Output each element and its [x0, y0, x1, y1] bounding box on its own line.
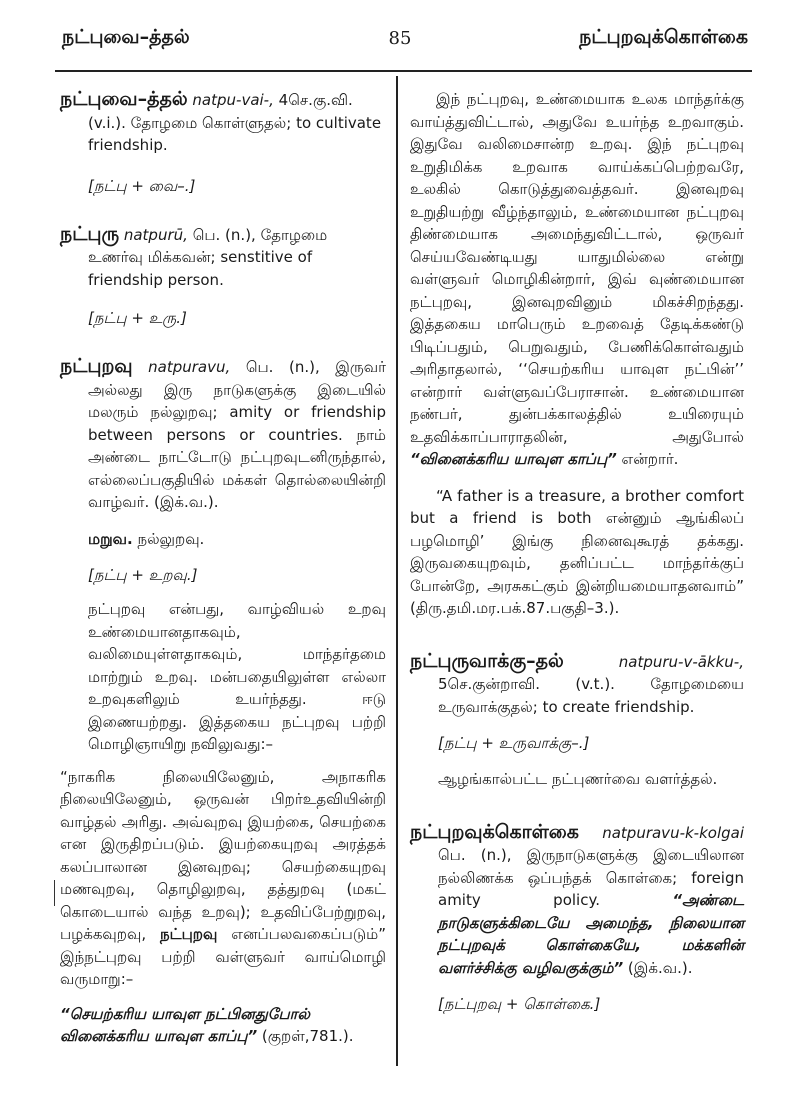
- entry-natpuravukkolgai: [410, 821, 744, 1016]
- entry-natpuruvakku: [410, 650, 744, 791]
- derivation: [நட்பு + உருவாக்கு–.]: [438, 734, 590, 752]
- derivation: [நட்பு + உறவு.]: [88, 566, 198, 584]
- definition: தோழமை கொள்ளுதல்; to cultivate friendship.: [88, 113, 382, 154]
- synonym: நல்லுறவு.: [137, 529, 205, 548]
- continuation-end: என்றார்.: [621, 450, 679, 468]
- quote-reference: (இக்.வ.).: [627, 958, 693, 977]
- continuation-body: இந் நட்புறவு, உண்மையாக உலக மாந்தர்க்கு வாய்த்துவிட்டால், அதுவே உயர்ந்த உறவாகும். இதுவே வலிமைசான்ற உறவு. இந் நட்புறவு உறுதிமிக்க உறவாக வாய்க்கப்பெற்றவரே, உலகில் கொடுத்துவைத்தவர். இனவுறவு உறுதியற்று வீழ்ந்தாலும், உண்மையான நட்புறவு திண்மையாக அமைந்துவிட்டால், ஒருவர் செய்யவேண்டியது யாதுமில்லை என்று வள்ளுவர் மொழிகின்றார், இவ் வுண்மையான நட்புறவு, இனவுறவினும் மிகச்சிறந்தது. இத்தகைய மாபெரும் உறவைத் தேடிக்கண்டு பிடிப்பதும், பெறுவதும், பேணிக்கொள்வதும் அரிதாதலால், ‘‘செயற்கரிய யாவுள நட்பின்’’ என்றார் வள்ளுவப்பேராசான். உண்மையான நண்பர், துன்பக்காலத்தில் உயிரையும் உதவிக்காப்பாராதலின், அதுபோல்: [410, 90, 744, 446]
- derivation: [நட்புறவு + கொள்கை.]: [438, 995, 601, 1013]
- headword: நட்புவை–த்தல்: [60, 88, 188, 110]
- headword: நட்புறவுக்கொள்கை: [410, 820, 579, 843]
- entry-natpuru: [60, 223, 386, 330]
- continuation-quote: “வினைக்கரிய யாவுள காப்பு”: [410, 450, 617, 468]
- definition: தோழமையை உருவாக்குதல்; to create friendship.: [438, 675, 744, 716]
- commentary: நட்புறவு என்பது, வாழ்வியல் உறவு உண்மையானதாகவும், வலிமையுள்ளதாகவும், மாந்தர்தமை மாற்றும் உறவு. மன்பதையிலுள்ள எல்லா உறவுகளிலும் உயர்ந்தது. ஈடு இணையற்றது. இத்தகைய நட்புறவு பற்றி மொழிஞாயிறு நவிலுவது:–: [88, 600, 386, 753]
- definition: இருவர் அல்லது இரு நாடுகளுக்கு இடையில் மலரும் நல்லுறவு; amity or friendship between persons or countries.: [88, 358, 386, 444]
- english-proverb: [410, 485, 744, 620]
- column-divider: [396, 76, 398, 1066]
- entry-natpuravu: [60, 355, 386, 1048]
- headword: நட்புருவாக்கு–தல்: [410, 649, 564, 672]
- kural-quote: [60, 1003, 386, 1048]
- derivation: [நட்பு + உரு.]: [88, 309, 187, 327]
- english-quote: “A father is a treasure, a brother comfort but a friend is both: [410, 486, 744, 527]
- transliteration: natpu-vai-,: [192, 91, 274, 109]
- grammar-label: 4செ.கு.வி. (v.i.).: [88, 91, 353, 132]
- example: ஆழங்கால்பட்ட நட்புணர்வை வளர்த்தல்.: [438, 770, 718, 788]
- grammar-label: 5செ.குன்றாவி. (v.t.).: [438, 675, 615, 693]
- english-quote-tamil: என்னும் ஆங்கிலப் பழமொழி’ இங்கு நினைவுகூரத் தக்கது. இருவகையுறவும், தனிப்பட்ட மாந்தர்க்குப் போன்றே, அரசுகட்கும் இன்றியமையாதனவாம்” (திரு.தமி.மர.பக்.87.பகுதி–3.).: [410, 509, 744, 617]
- quote-end: எனப்பலவகைப்படும்” இந்நட்புறவு பற்றி வள்ளுவர் வாய்மொழி வருமாறு:–: [60, 925, 386, 988]
- grammar-label: பெ. (n.),: [245, 358, 320, 376]
- page-header: [0, 20, 800, 60]
- left-column: [60, 88, 386, 1048]
- transliteration: natpuravu,: [148, 358, 231, 376]
- headword: நட்புரு: [60, 222, 120, 245]
- kural-text: “செயற்கரிய யாவுள நட்பினதுபோல் வினைக்கரிய யாவுள காப்பு”: [60, 1004, 310, 1045]
- grammar-label: பெ. (n.),: [438, 846, 512, 864]
- definition: இருநாடுகளுக்கு இடையிலான நல்லிணக்க ஒப்பந்தக் கொள்கை; foreign amity policy.: [438, 846, 744, 909]
- example: நாம் அண்டை நாட்டோடு நட்புறவுடனிருந்தால், எல்லைப்பகுதியில் மக்கள் தொல்லையின்றி வாழ்வர். (இக்.வ.).: [88, 425, 386, 511]
- headword: நட்புறவு: [60, 355, 133, 377]
- continuation-text: [410, 88, 744, 471]
- quote-text: “நாகரிக நிலையிலேனும், அநாகரிக நிலையிலேனும், ஒருவன் பிறர்உதவியின்றி வாழ்தல் அரிது. அவ்வுறவு இயற்கை, செயற்கை என இருதிறப்படும். இயற்கையுறவு அரத்தக் கலப்பாலான இனவுறவு; செயற்கையுறவு மணவுறவு, தொழிலுறவு, தத்துறவு (மகட் கொடையால் வந்த உறவு); உதவிப்பேற்றுறவு, பழக்கவுறவு,: [60, 767, 386, 943]
- header-rule: [55, 70, 752, 72]
- margin-mark: [54, 880, 55, 906]
- header-right-guideword: நட்புறவுக்கொள்கை: [579, 26, 748, 48]
- quotation: [60, 766, 386, 991]
- page-number: 85: [388, 28, 412, 49]
- transliteration: natpuravu-k-kolgai: [602, 823, 744, 842]
- entry-natpuvai: [60, 88, 386, 197]
- derivation: [நட்பு + வை–.]: [88, 176, 196, 195]
- synonym-label: மறுவ.: [88, 529, 133, 548]
- transliteration: natpuru-v-ākku-,: [618, 652, 744, 671]
- quote-bold-word: நட்புறவு: [160, 925, 218, 943]
- definition: தோழமை உணர்வு மிக்கவன்; senstitive of friendship person.: [88, 225, 328, 289]
- kural-reference: (குறள்,781.).: [261, 1027, 354, 1045]
- grammar-label: பெ. (n.),: [192, 225, 256, 244]
- right-column: [410, 88, 744, 1015]
- header-left-guideword: நட்புவை–த்தல்: [62, 26, 190, 48]
- transliteration: natpurū,: [123, 225, 188, 244]
- example-quote: “அண்டை நாடுகளுக்கிடையே அமைந்த, நிலையான நட்புறவுக் கொள்கையே, மக்களின் வளர்ச்சிக்கு வழிவகுக்கும்”: [438, 891, 744, 977]
